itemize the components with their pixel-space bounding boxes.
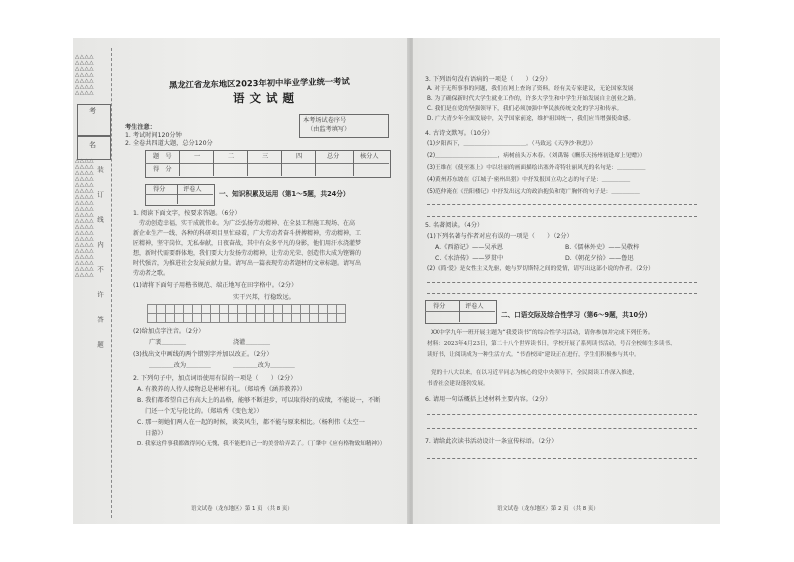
binding-dashed-line — [111, 48, 112, 518]
question-3-option: B. 为了确保新时代大学生就业工作的，许多大学生和中学生开始发展自主创业之路。 — [427, 96, 640, 102]
question-6: 6. 请用一句话概括上述材料主要内容。（2分） — [425, 396, 552, 403]
context-line: 书香社会建设蓬勃发展。 — [427, 381, 489, 387]
question-5-option: C.《水浒传》——罗贯中 — [435, 255, 504, 262]
binding-line-notice: 装 订 线 内 不 许 答 题 — [96, 166, 104, 354]
copy-sentence: 实干兴邦，行稳致远。 — [233, 294, 295, 301]
pinyin-item: 浇灌＿＿＿＿ — [233, 339, 271, 346]
answer-line — [427, 458, 697, 459]
context-line: 读好书，让阅读成为一种生活方式。“书香校园”建设正在进行，学生们积极参与其中。 — [427, 352, 640, 358]
passage-line: 劳动创造幸福，实干成就伟业。为广泛弘扬劳动精神、在全县工程施工现场、在高 — [139, 220, 356, 227]
question-3-option: A. 对于无所事事的问题，我们在网上查询了资料。经有关专家建议，无论国家发展 — [427, 86, 634, 92]
score-header: 一 — [194, 153, 201, 160]
section-1-heading: 一、知识积累及运用（第1～5题，共24分） — [219, 190, 350, 198]
question-1-3: (3)找出文中画线的两个错别字并加以改正。（2分） — [133, 351, 273, 358]
context-line: 材料：2023年4月23日，第二十八个世界读书日，学校开展了系列读书活动，号召全校师生多读书、 — [427, 341, 676, 347]
scorer-label-grader: 评卷人 — [465, 303, 484, 310]
context-line: XX中学九年一班开展主题为“我爱读书”的综合性学习活动，请你参加并完成下列任务。 — [431, 330, 654, 336]
pinyin-item: 广袤＿＿＿＿ — [149, 339, 187, 346]
seat-box-label: 本考场试卷序号 — [303, 117, 347, 124]
score-header: 三 — [262, 153, 269, 160]
page-footer: 语文试卷（龙东地区）第 1 页 （共 8 页） — [191, 506, 293, 512]
notes-title: 考生注意： — [125, 124, 156, 131]
passage-line: 时代强音，为推进社会发展贡献力量。请写出一篇表现劳动者题材的文章标题。请写出 — [133, 260, 362, 267]
note-2: 2. 全卷共四道大题，总分120分 — [125, 140, 213, 147]
section-2-heading: 二、口语交际及综合性学习（第6～9题，共10分） — [501, 311, 652, 319]
question-4-item: (4)黄州苏东坡在《江城子·密州出猎》中抒发报国立功之志的句子是：＿＿＿＿＿ — [427, 177, 631, 183]
question-2-option: C. 那一刻她们两人在一起的时候，谈笑风生，都不能与原来相比。（杨利伟《太空一 — [137, 419, 365, 426]
answer-line — [427, 282, 697, 283]
question-2-option: D. 我家这件事我都做得问心无愧，我不能把自己一的美誉给弄丢了。（丁肇中《应有格物致知精神》） — [137, 441, 386, 447]
note-1: 1. 考试时间120分钟 — [125, 132, 182, 139]
grid-cell — [336, 313, 346, 323]
page-footer: 语文试卷（龙东地区）第 2 页 （共 8 页） — [497, 506, 599, 512]
question-5: 5. 名著阅读。（4分） — [425, 222, 484, 229]
exam-page-1 — [73, 38, 411, 524]
scorer-label-grader: 评卷人 — [183, 186, 202, 193]
question-2: 2. 下列句子中，加点词语使用有误的一项是（ ）（2分） — [133, 375, 297, 382]
question-5-option: A.《西游记》——吴承恩 — [435, 244, 503, 251]
answer-line — [427, 216, 697, 217]
answer-line — [427, 293, 697, 294]
question-3-option: C. 我们是在党的坚强领导下，我们必须加强中华民族传统文化的学习和传承。 — [427, 106, 623, 112]
correction-item: ＿＿＿＿改为＿＿＿＿ — [233, 362, 295, 369]
question-2-option: A. 有教养的人待人接物总是彬彬有礼。（郑培秀《涵养教养》） — [137, 386, 306, 393]
question-4: 4. 古诗文默写。（10分） — [425, 130, 494, 137]
question-1-2: (2)给加点字注音。（2分） — [133, 328, 205, 335]
subject-title: 语文试题 — [233, 91, 299, 105]
question-5-option: B.《儒林外史》——吴敬梓 — [565, 244, 640, 251]
passage-line: 劳动者之歌。 — [133, 270, 170, 277]
question-3-option: D. 广大青少年全面发展中，关乎国家前途，维护祖国统一，我们应当增强使命感。 — [427, 116, 635, 122]
question-2-option: B. 我们都希望自己有高大上的品格，能够不断进步，可以取得好的成绩，不能说一，不断 — [137, 397, 381, 404]
question-4-item: (3)王维在《使至塞上》中以壮丽的画面描绘出塞外奇特壮丽风光的名句是：＿＿＿＿＿ — [427, 165, 646, 171]
score-header: 总分 — [327, 153, 340, 160]
score-row-label: 得 分 — [153, 166, 172, 173]
scorer-label-score: 得分 — [153, 186, 166, 193]
question-1-intro: 1. 阅读下面文字，按要求答题。（6分） — [133, 210, 241, 217]
margin-triangle-pattern: △△△△ △△△△ △△△△ △△△△ △△△△ △△△△ △△△△ △△△△ △△△△ △△△△ △△△△ △△△△ △△△△ △△△△ △△△△ △△△△ △△△△ △△△△ △△△△ △△△△ — [75, 158, 94, 278]
writing-grid — [147, 304, 345, 322]
question-2-option: 日游》） — [137, 430, 167, 437]
margin-label-name: 名 — [89, 141, 96, 149]
passage-line: 新企业生产一线、各种的科研项目里忙碌着，广大劳动者奋斗拼搏精神，劳动精神，工 — [133, 230, 362, 237]
question-3: 3. 下列语句没有语病的一项是（ ）（2分） — [425, 76, 552, 83]
exam-title: 黑龙江省龙东地区2023年初中毕业学业统一考试 — [168, 76, 350, 90]
correction-item: ＿＿＿＿改为＿＿＿＿ — [149, 362, 211, 369]
scanned-exam-spread — [73, 38, 720, 524]
passage-line: 想，新时代需要群体地，我们要大力发扬劳动精神，让劳动光荣、创造伟大成为铿锵的 — [133, 250, 362, 257]
answer-line — [427, 414, 697, 415]
score-header: 题 号 — [153, 153, 172, 160]
seat-box-sublabel: （由监考填写） — [307, 126, 351, 133]
question-1-1: (1)请将下面句子用楷书规范、端正地写在田字格中。（2分） — [133, 282, 298, 289]
passage-line: 匠精神，坚守岗位，无私奉献，日夜奋战，其中有众多平凡的身影，他们用汗水浇灌梦 — [133, 240, 362, 247]
question-5-1: (1)下列名著与作者对应有误的一项是（ ）（2分） — [427, 233, 573, 240]
question-5-2: (2)《简·爱》是女性主义先驱，她与罗切斯特之间的爱情，请写出这部小说的作者。（2分） — [427, 266, 654, 272]
question-4-item: (2)＿＿＿＿＿＿＿＿＿＿＿，病树前头万木春。（刘禹锡《酬乐天扬州初逢席上见赠》） — [427, 153, 646, 159]
margin-label-exam-number: 考 — [89, 107, 96, 115]
question-4-item: (5)范仲淹在《岳阳楼记》中抒发出远大的政治抱负和宽广胸怀的句子是：＿＿＿＿＿ — [427, 189, 640, 195]
score-header: 四 — [296, 153, 303, 160]
answer-line — [427, 204, 697, 205]
question-7: 7. 请给此次读书活动设计一条宣传标语。（2分） — [425, 438, 558, 445]
question-4-item: (1)夕阳西下，＿＿＿＿＿＿＿＿＿＿＿。（马致远《天净沙·秋思》） — [427, 141, 597, 147]
question-2-option: 门还一个无与伦比的。（郑培秀《变色龙》） — [137, 408, 263, 415]
exam-page-2 — [413, 38, 720, 524]
score-header: 核分人 — [360, 153, 379, 160]
scorer-label-score: 得分 — [433, 303, 446, 310]
context-line: 党的十八大以来，在以习近平同志为核心的党中央领导下，全民阅读工作深入推进， — [431, 370, 638, 376]
question-5-option: D.《朝花夕拾》——鲁迅 — [565, 255, 634, 262]
margin-triangle-pattern: △△△△ △△△△ △△△△ △△△△ △△△△ △△△△ △△△△ — [75, 54, 94, 96]
answer-line — [427, 428, 697, 429]
score-header: 二 — [228, 153, 235, 160]
